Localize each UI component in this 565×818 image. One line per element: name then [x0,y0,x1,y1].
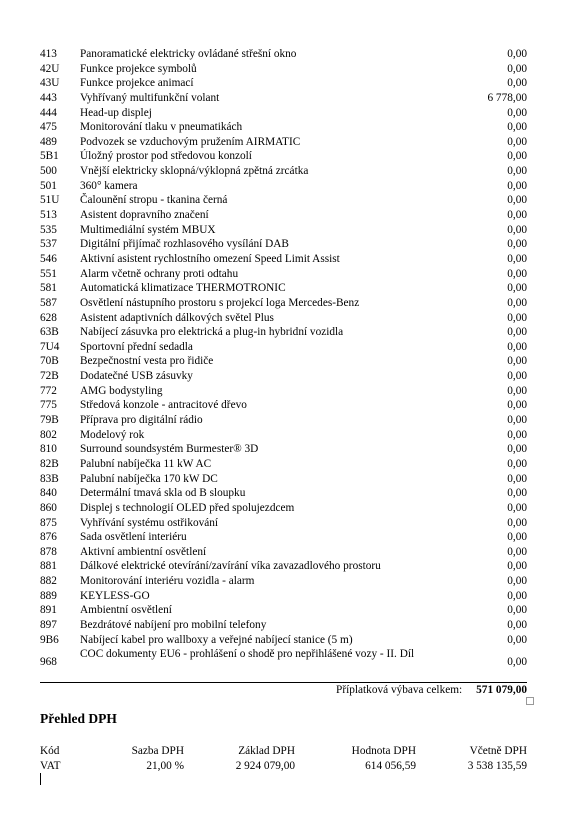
equipment-description: Head-up displej [80,106,152,119]
equipment-row [40,428,527,443]
equipment-description: Funkce projekce animací [80,77,194,90]
equipment-row [40,296,527,311]
text-cursor[interactable] [40,773,41,785]
equipment-code: 628 [40,311,57,324]
vat-header-rate: Sazba DPH [131,745,184,757]
table-resize-handle-icon[interactable] [526,697,534,705]
equipment-row [40,398,527,413]
equipment-row [40,91,527,106]
equipment-row [40,545,527,560]
equipment-price: 0,00 [507,604,527,617]
equipment-description: Úložný prostor pod středovou konzolí [80,150,252,163]
equipment-row [40,281,527,296]
equipment-code: 79B [40,414,59,427]
equipment-price: 0,00 [507,267,527,280]
equipment-price: 0,00 [507,501,527,514]
equipment-code: 51U [40,194,60,207]
equipment-code: 500 [40,165,57,178]
equipment-price: 0,00 [507,414,527,427]
equipment-price: 0,00 [507,487,527,500]
equipment-row [40,413,527,428]
equipment-price: 6 778,00 [487,91,527,104]
equipment-row [40,193,527,208]
equipment-description: Příprava pro digitální rádio [80,414,203,427]
equipment-description: Funkce projekce symbolů [80,62,197,75]
equipment-description: Multimediální systém MBUX [80,223,216,236]
equipment-code: 840 [40,487,57,500]
equipment-description: Monitorování tlaku v pneumatikách [80,121,243,134]
equipment-price: 0,00 [507,384,527,397]
equipment-code: 889 [40,589,57,602]
equipment-price: 0,00 [507,472,527,485]
equipment-code: 878 [40,545,57,558]
vat-header-total: Včetně DPH [469,745,527,757]
equipment-row [40,501,527,516]
equipment-row [40,120,527,135]
equipment-code: 82B [40,457,59,470]
vat-code: VAT [40,760,61,772]
equipment-code: 5B1 [40,150,59,163]
equipment-row [40,164,527,179]
equipment-code: 802 [40,428,57,441]
equipment-code: 537 [40,238,57,251]
equipment-description: Podvozek se vzduchovým pružením AIRMATIC [80,135,301,148]
equipment-description: Determální tmavá skla od B sloupku [80,487,246,500]
equipment-price: 0,00 [507,633,527,646]
equipment-code: 775 [40,399,57,412]
equipment-price: 0,00 [507,516,527,529]
equipment-row [40,135,527,150]
equipment-price: 0,00 [507,209,527,222]
equipment-row [40,325,527,340]
vat-amount: 614 056,59 [365,760,416,772]
vat-data-row [40,759,527,774]
equipment-row [40,106,527,121]
equipment-description: Sada osvětlení interiéru [80,531,187,544]
equipment-description: Digitální přijímač rozhlasového vysílání DAB [80,238,289,251]
equipment-price: 0,00 [507,370,527,383]
equipment-code: 882 [40,575,57,588]
equipment-description: Displej s technologií OLED před spolujezdcem [80,501,295,514]
equipment-description: Asistent adaptivních dálkových světel Plus [80,311,274,324]
equipment-code: 475 [40,121,57,134]
equipment-code: 897 [40,618,57,631]
equipment-price: 0,00 [507,106,527,119]
equipment-row [40,208,527,223]
equipment-code: 413 [40,48,57,60]
equipment-price: 0,00 [507,252,527,265]
total-label: Příplatková výbava celkem: [336,684,463,696]
equipment-code: 501 [40,179,57,192]
equipment-row [40,472,527,487]
equipment-code: 581 [40,282,57,295]
equipment-price: 0,00 [507,443,527,456]
equipment-price: 0,00 [507,48,527,60]
vat-overview-title: Přehled DPH [40,711,117,726]
equipment-code: 43U [40,77,60,90]
equipment-code: 7U4 [40,340,60,353]
equipment-description: Středová konzole - antracitové dřevo [80,399,247,412]
equipment-description: Dodatečné USB zásuvky [80,370,193,383]
equipment-code: 968 [40,656,57,669]
equipment-row [40,647,527,673]
equipment-code: 42U [40,62,60,75]
equipment-price: 0,00 [507,589,527,602]
equipment-price: 0,00 [507,135,527,148]
equipment-price: 0,00 [507,296,527,309]
equipment-row [40,354,527,369]
equipment-row [40,62,527,77]
equipment-price: 0,00 [507,179,527,192]
equipment-price: 0,00 [507,150,527,163]
equipment-row [40,267,527,282]
equipment-description: Vnější elektricky sklopná/výklopná zpětná zrcátka [80,165,309,178]
equipment-row [40,311,527,326]
equipment-description: Ambientní osvětlení [80,604,172,617]
vat-header-base: Základ DPH [238,745,295,757]
vat-header-code: Kód [40,745,60,757]
equipment-code: 513 [40,209,57,222]
equipment-row [40,179,527,194]
equipment-row [40,237,527,252]
equipment-price: 0,00 [507,531,527,544]
equipment-price: 0,00 [507,575,527,588]
equipment-price: 0,00 [507,121,527,134]
equipment-description: Bezdrátové nabíjení pro mobilní telefony [80,618,267,631]
equipment-description: Monitorování interiéru vozidla - alarm [80,575,255,588]
equipment-row [40,47,527,62]
equipment-code: 587 [40,296,57,309]
equipment-row [40,530,527,545]
vat-header-row [40,744,527,759]
equipment-price: 0,00 [507,355,527,368]
equipment-code: 63B [40,326,59,339]
equipment-price: 0,00 [507,326,527,339]
equipment-description: Osvětlení nástupního prostoru s projekcí loga Mercedes-Benz [80,296,360,309]
equipment-code: 810 [40,443,57,456]
equipment-code: 876 [40,531,57,544]
vat-table [40,744,527,774]
equipment-description: Nabíjecí kabel pro wallboxy a veřejné nabíjecí stanice (5 m) [80,633,353,646]
equipment-code: 9B6 [40,633,59,646]
equipment-code: 535 [40,223,57,236]
equipment-description: Palubní nabíječka 11 kW AC [80,457,212,470]
equipment-description: Vyhřívaný multifunkční volant [80,91,220,104]
equipment-row [40,633,527,648]
equipment-row [40,559,527,574]
equipment-price: 0,00 [507,618,527,631]
equipment-row [40,384,527,399]
equipment-price: 0,00 [507,165,527,178]
equipment-description: Aktivní ambientní osvětlení [80,545,207,558]
equipment-code: 83B [40,472,59,485]
equipment-price: 0,00 [507,223,527,236]
equipment-price: 0,00 [507,77,527,90]
equipment-price: 0,00 [507,340,527,353]
equipment-description: KEYLESS-GO [80,589,150,602]
equipment-price: 0,00 [507,282,527,295]
equipment-price: 0,00 [507,62,527,75]
equipment-row [40,618,527,633]
equipment-list [40,47,527,673]
equipment-row [40,76,527,91]
equipment-code: 72B [40,370,59,383]
equipment-code: 546 [40,252,57,265]
equipment-price: 0,00 [507,457,527,470]
equipment-code: 860 [40,501,57,514]
equipment-price: 0,00 [507,656,527,669]
equipment-description: COC dokumenty EU6 - prohlášení o shodě pro nepřihlášené vozy - II. Díl [80,648,415,661]
equipment-code: 443 [40,91,57,104]
equipment-price: 0,00 [507,238,527,251]
equipment-row [40,442,527,457]
equipment-description: Aktivní asistent rychlostního omezení Speed Limit Assist [80,252,340,265]
equipment-description: Sportovní přední sedadla [80,340,193,353]
equipment-row [40,589,527,604]
equipment-description: Alarm včetně ochrany proti odtahu [80,267,239,280]
equipment-description: Asistent dopravního značení [80,209,209,222]
equipment-row [40,603,527,618]
equipment-row [40,516,527,531]
vat-base: 2 924 079,00 [235,760,295,772]
equipment-code: 70B [40,355,59,368]
equipment-row [40,149,527,164]
equipment-code: 772 [40,384,57,397]
equipment-description: Nabíjecí zásuvka pro elektrická a plug-in hybridní vozidla [80,326,344,339]
equipment-description: Automatická klimatizace THERMOTRONIC [80,282,286,295]
equipment-description: 360° kamera [80,179,138,192]
equipment-row [40,223,527,238]
equipment-row [40,340,527,355]
equipment-price: 0,00 [507,545,527,558]
equipment-price: 0,00 [507,311,527,324]
equipment-row [40,574,527,589]
equipment-code: 551 [40,267,57,280]
vat-total: 3 538 135,59 [467,760,527,772]
equipment-description: Panoramatické elektricky ovládané střešní okno [80,48,297,60]
equipment-price: 0,00 [507,428,527,441]
equipment-price: 0,00 [507,399,527,412]
equipment-description: Vyhřívání systému ostřikování [80,516,219,529]
equipment-row [40,486,527,501]
equipment-code: 891 [40,604,57,617]
equipment-description: AMG bodystyling [80,384,163,397]
vat-header-amount: Hodnota DPH [351,745,416,757]
total-value: 571 079,00 [476,684,527,696]
vat-rate: 21,00 % [146,760,184,772]
equipment-price: 0,00 [507,194,527,207]
equipment-code: 444 [40,106,57,119]
equipment-description: Čalounění stropu - tkanina černá [80,194,228,207]
equipment-code: 875 [40,516,57,529]
total-line [336,684,527,696]
equipment-code: 489 [40,135,57,148]
equipment-row [40,457,527,472]
equipment-description: Modelový rok [80,428,145,441]
equipment-code: 881 [40,560,57,573]
equipment-price: 0,00 [507,560,527,573]
equipment-description: Bezpečnostní vesta pro řidiče [80,355,214,368]
equipment-row [40,252,527,267]
total-divider [40,682,527,683]
equipment-description: Palubní nabíječka 170 kW DC [80,472,218,485]
equipment-description: Dálkové elektrické otevírání/zavírání víka zavazadlového prostoru [80,560,381,573]
equipment-row [40,369,527,384]
equipment-description: Surround soundsystém Burmester® 3D [80,443,259,456]
